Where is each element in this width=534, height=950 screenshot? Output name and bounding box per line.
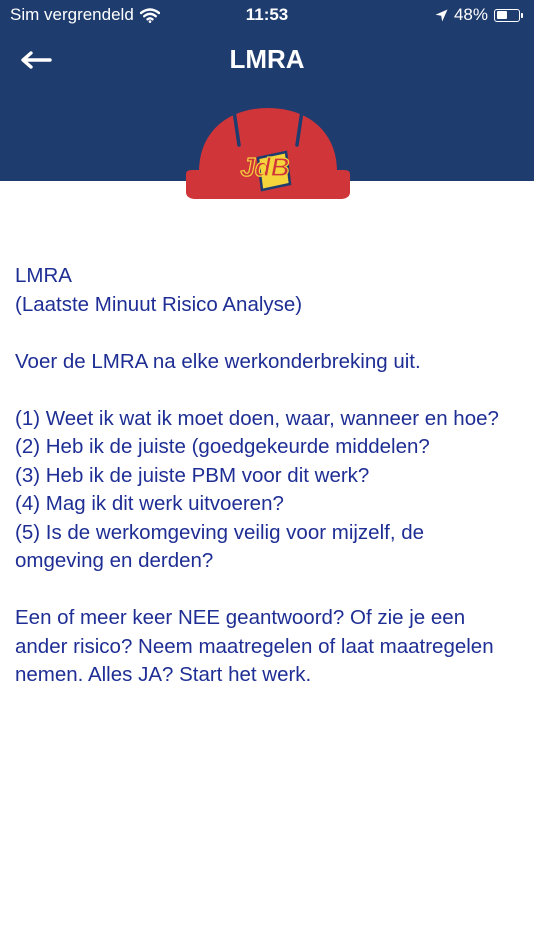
spacer [15, 319, 515, 348]
question-item: (4) Mag ik dit werk uitvoeren? [15, 492, 284, 515]
page-title: LMRA [229, 44, 305, 74]
question-item: (1) Weet ik wat ik moet doen, waar, wanneer en hoe? [15, 406, 499, 430]
location-arrow-icon [435, 9, 448, 22]
content-conclusion: Een of meer keer NEE geantwoord? Of zie je een ander risico? Neem maatregelen of laat maatregelen nemen. Alles JA? Start het werk. [15, 606, 494, 686]
content-heading: LMRA [15, 264, 72, 287]
question-item: (5) Is de werkomgeving veilig voor mijzelf, de omgeving en derden? [15, 520, 425, 572]
spacer [15, 376, 515, 405]
question-item: (2) Heb ik de juiste (goedgekeurde middelen? [15, 435, 430, 458]
content-subheading: (Laatste Minuut Risico Analyse) [15, 292, 303, 316]
status-right [435, 5, 520, 25]
battery-fill [497, 11, 507, 19]
battery-icon [494, 9, 520, 22]
logo-text: JdB [240, 152, 290, 182]
question-item: (3) Heb ik de juiste PBM voor dit werk? [15, 463, 370, 487]
content-intro: Voer de LMRA na elke werkonderbreking uit. [15, 349, 421, 373]
battery-percent: 48% [453, 5, 488, 24]
spacer [15, 576, 515, 605]
battery-tip [521, 13, 523, 18]
helmet-logo [182, 100, 354, 215]
carrier-label: Sim vergrendeld [10, 5, 134, 24]
clock: 11:53 [245, 5, 289, 24]
status-bar [0, 0, 534, 30]
content-text [15, 262, 515, 690]
